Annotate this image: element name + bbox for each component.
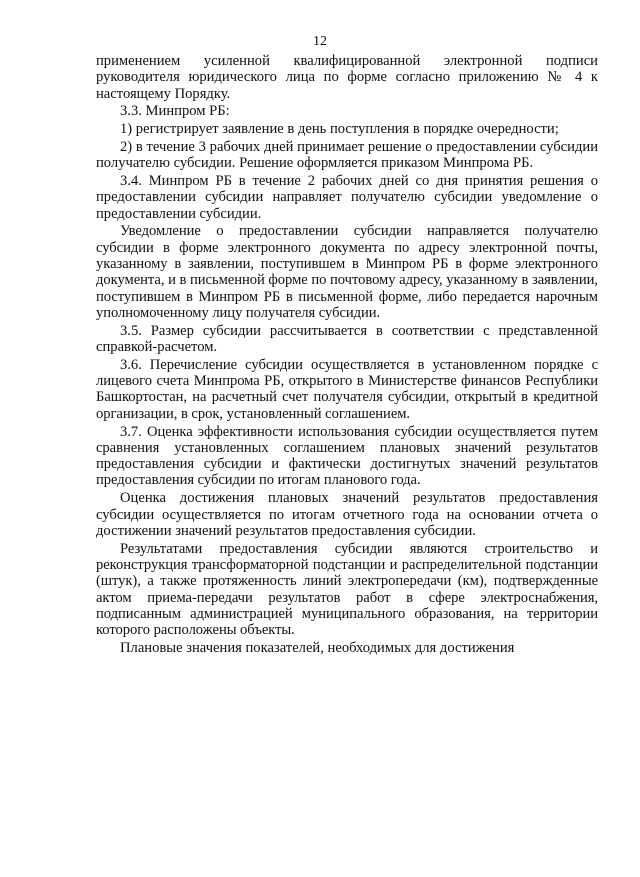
paragraph-signature-continuation: применением усиленной квалифицированной электронной подписи руководителя юридического лица по форме согласно приложению № 4 к настоящему Порядку.: [96, 53, 598, 102]
page-number: 12: [313, 34, 327, 49]
paragraph-item-1-register: 1) регистрирует заявление в день поступления в порядке очередности;: [120, 121, 559, 138]
paragraph-notification: Уведомление о предоставлении субсидии направляется получателю субсидии в форме электронного документа по адресу электронной почты, указанному в заявлении, поступившем в Минпром РБ в форме электронного документа, и в письменной форме по почтовому адресу, указанному в заявлении, поступившем в Минпром РБ в письменной форме, либо передается нарочным уполномоченному лицу получателя субсидии.: [96, 223, 598, 321]
paragraph-planned-values: Плановые значения показателей, необходимых для достижения: [120, 639, 515, 656]
paragraph-section-3-5: 3.5. Размер субсидии рассчитывается в соответствии с представленной справкой-расчетом.: [96, 322, 598, 356]
paragraph-section-3-3: 3.3. Минпром РБ:: [120, 103, 230, 120]
paragraph-section-3-4: 3.4. Минпром РБ в течение 2 рабочих дней со дня принятия решения о предоставлении субсидии направляет получателю субсидии уведомление о предоставлении субсидии.: [96, 173, 598, 222]
paragraph-results: Результатами предоставления субсидии являются строительство и реконструкция трансформаторной подстанции и распределительной подстанции (штук), а также протяженность линий электропередачи (км), подтвержденные актом приема-передачи результатов работ в сфере электроснабжения, подписанным администрацией муниципального образования, на территории которого расположены объекты.: [96, 540, 598, 639]
paragraph-item-2-decision: 2) в течение 3 рабочих дней принимает решение о предоставлении субсидии получателю субсидии. Решение оформляется приказом Минпрома РБ.: [96, 138, 598, 172]
paragraph-evaluation: Оценка достижения плановых значений результатов предоставления субсидии осуществляется по итогам отчетного года на основании отчета о достижении значений результатов предоставления субсидии.: [96, 490, 598, 539]
paragraph-section-3-6: 3.6. Перечисление субсидии осуществляется в установленном порядке с лицевого счета Минпрома РБ, открытого в Министерстве финансов Республики Башкортостан, на расчетный счет получателя субсидии, открытый в кредитной организации, в срок, установленный соглашением.: [96, 356, 598, 422]
document-body: [96, 53, 598, 658]
paragraph-section-3-7: 3.7. Оценка эффективности использования субсидии осуществляется путем сравнения установленных соглашением плановых значений результатов предоставления субсидии и фактически достигнутых значений результатов предоставления субсидии по итогам планового года.: [96, 423, 598, 489]
